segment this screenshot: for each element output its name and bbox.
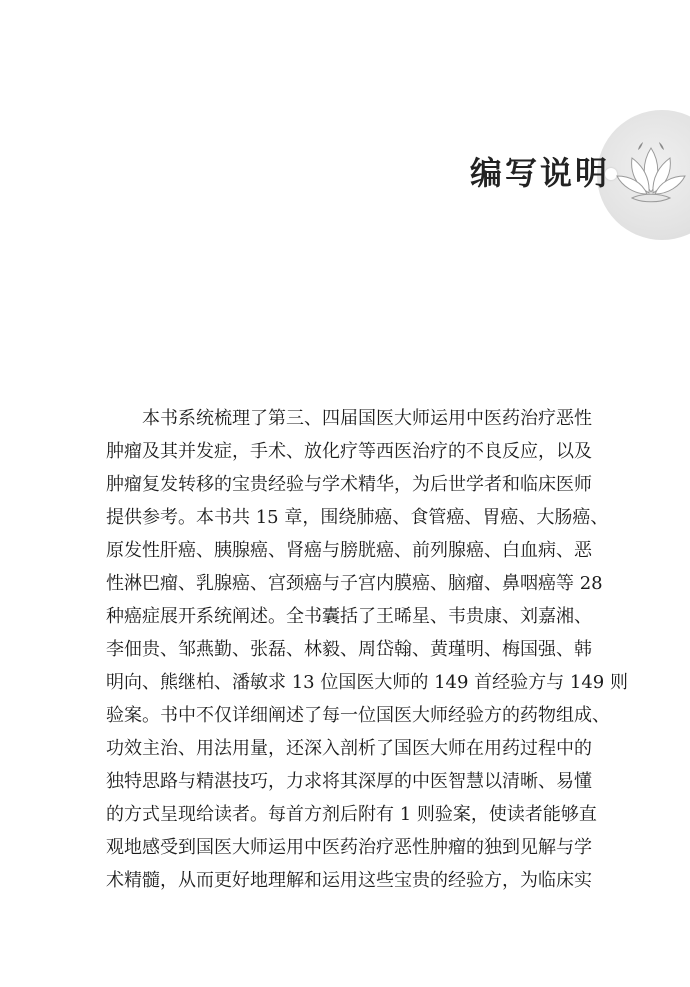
text-line: 本书系统梳理了第三、四届国医大师运用中医药治疗恶性 (142, 408, 592, 429)
text-line: 原发性肝癌、胰腺癌、肾癌与膀胱癌、前列腺癌、白血病、恶 (106, 540, 592, 561)
text-line: 种癌症展开系统阐述。全书囊括了王晞星、韦贵康、刘嘉湘、 (106, 606, 592, 627)
text-line: 明向、熊继柏、潘敏求 13 位国医大师的 149 首经验方与 149 则 (106, 672, 628, 693)
text-line: 观地感受到国医大师运用中医药治疗恶性肿瘤的独到见解与学 (106, 837, 592, 858)
lotus-icon (612, 140, 690, 210)
text-line: 独特思路与精湛技巧，力求将其深厚的中医智慧以清晰、易懂 (106, 771, 592, 792)
text-line: 功效主治、用法用量，还深入剖析了国医大师在用药过程中的 (106, 738, 592, 759)
text-line: 术精髓，从而更好地理解和运用这些宝贵的经验方，为临床实 (106, 870, 592, 891)
text-line: 肿瘤及其并发症，手术、放化疗等西医治疗的不良反应，以及 (106, 441, 592, 462)
text-line: 提供参考。本书共 15 章，围绕肺癌、食管癌、胃癌、大肠癌、 (106, 507, 609, 528)
text-line: 的方式呈现给读者。每首方剂后附有 1 则验案，使读者能够直 (106, 804, 597, 825)
text-line: 性淋巴瘤、乳腺癌、宫颈癌与子宫内膜癌、脑瘤、鼻咽癌等 28 (106, 573, 603, 594)
text-line: 肿瘤复发转移的宝贵经验与学术精华，为后世学者和临床医师 (106, 474, 592, 495)
text-line: 验案。书中不仅详细阐述了每一位国医大师经验方的药物组成、 (106, 705, 610, 726)
page-title: 编写说明 (470, 154, 611, 192)
text-line: 李佃贵、邹燕勤、张磊、林毅、周岱翰、黄瑾明、梅国强、韩 (106, 639, 592, 660)
body-paragraph (106, 402, 628, 897)
